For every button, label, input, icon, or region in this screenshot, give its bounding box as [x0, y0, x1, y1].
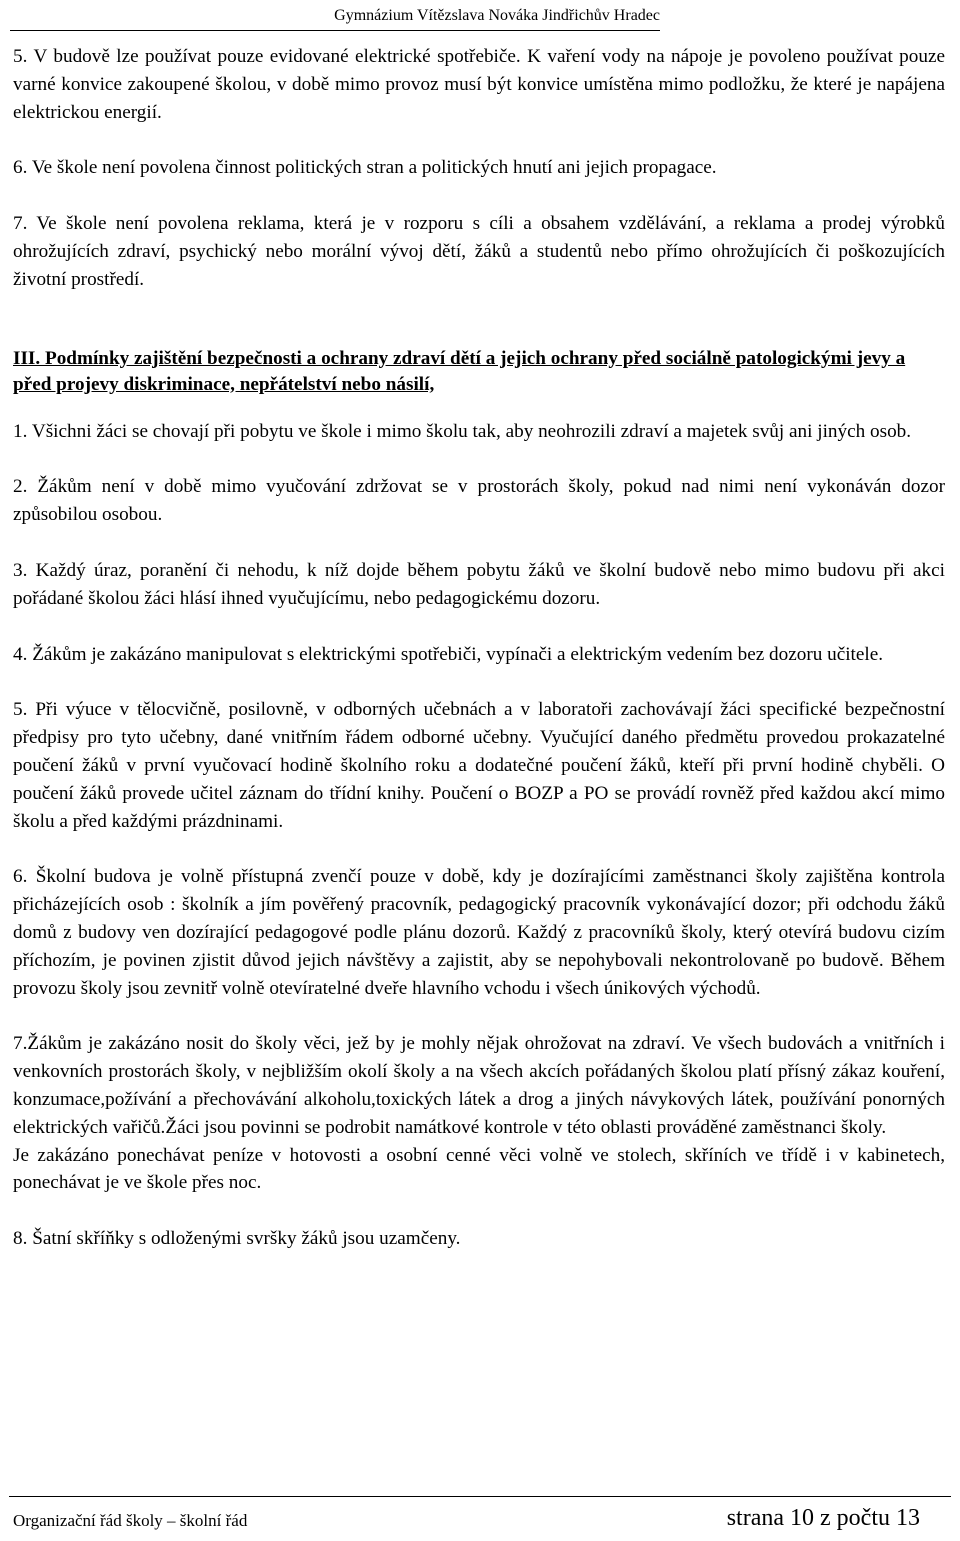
section-iii-item-3: 3. Každý úraz, poranění či nehodu, k níž dojde během pobytu žáků ve školní budově nebo mimo budovu při akci pořádané školou žáci hlásí ihned vyučujícímu, nebo pedagogickému dozoru. [13, 559, 945, 609]
section-iii-item-2: 2. Žákům není v době mimo vyučování zdržovat se v prostorách školy, pokud nad nimi není vykonáván dozor způsobilou osobou. [13, 476, 945, 526]
document-body [13, 43, 945, 1281]
paragraph-6: 6. Ve škole není povolena činnost politických stran a politických hnutí ani jejich propagace. [13, 157, 717, 179]
section-iii-item-1: 1. Všichni žáci se chovají při pobytu ve škole i mimo školu tak, aby neohrozili zdraví a majetek svůj ani jiných osob. [13, 420, 912, 442]
section-iii-item-5: 5. Při výuce v tělocvičně, posilovně, v odborných učebnách a v laboratoři zachovávají žáci specifické bezpečnostní předpisy pro tyto učebny, dané vnitřním řádem odborné učebny. Vyučující daného předmětu provedou prokazatelné poučení žáků v první vyučovací hodině školního roku a dodatečné poučení žáků, kteří při první hodině chyběli. O poučení žáků provede učitel záznam do třídní knihy. Poučení o BOZP a PO se provádí rovněž před každou akcí mimo školu a před každými prázdninami. [13, 699, 945, 832]
footer-document-title: Organizační řád školy – školní řád [13, 1511, 248, 1530]
paragraph-5: 5. V budově lze používat pouze evidované elektrické spotřebiče. K vaření vody na nápoje je povoleno používat pouze varné konvice zakoupené školou, v době mimo provoz musí být konvice umístěna mimo podložku, že které je napájena elektrickou energií. [13, 46, 945, 123]
footer-divider [9, 1496, 951, 1497]
section-iii-title: III. Podmínky zajištění bezpečnosti a ochrany zdraví dětí a jejich ochrany před sociálně patologickými jevy a před projevy diskriminace, nepřátelství nebo násilí, [13, 347, 906, 395]
header-school-name: Gymnázium Vítězslava Nováka Jindřichův Hradec [334, 7, 660, 24]
section-iii-item-7-continued: Je zakázáno ponechávat peníze v hotovosti a osobní cenné věci volně ve stolech, skříních ve třídě i v kabinetech, ponechávat je ve škole přes noc. [13, 1144, 945, 1194]
section-iii-item-6: 6. Školní budova je volně přístupná zvenčí pouze v době, kdy je dozírajícími zaměstnanci školy zajištěna kontrola přicházejících osob : školník a jím pověřený pracovník, pedagogický pracovník vykonávající dozor; při odchodu žáků domů z budovy ven dozírající pedagogové podle plánu dozorů. Každý z pracovníků školy, který otevírá budovu cizím příchozím, je povinen zjistit důvod jejich návštěvy a zajistit, aby se nepohybovali nekontrolovaně po budově. Během provozu školy jsou zevnitř volně otevíratelné dveře hlavního vchodu i všech únikových východů. [13, 866, 945, 999]
section-iii-item-8: 8. Šatní skříňky s odloženými svršky žáků jsou uzamčeny. [13, 1228, 461, 1250]
section-iii-item-7: 7.Žákům je zakázáno nosit do školy věci, jež by je mohly nějak ohrožovat na zdraví. Ve všech budovách a vnitřních i venkovních prostorách školy, v nejbližším okolí školy a na všech akcích pořádaných školou platí přísný zákaz kouření, konzumace,požívání a přechovávání alkoholu,toxických látek a drog a jiných návykových látek, používání ponorných elektrických vařičů.Žáci jsou povinni se podrobit namátkové kontrole v této oblasti prováděné zaměstnanci školy. [13, 1033, 945, 1138]
paragraph-7: 7. Ve škole není povolena reklama, která je v rozporu s cíli a obsahem vzdělávání, a reklama a prodej výrobků ohrožujících zdraví, psychický nebo morální vývoj dětí, žáků a studentů nebo přímo ohrožujících či poškozujících životní prostředí. [13, 213, 945, 290]
footer-page-number: strana 10 z počtu 13 [726, 1505, 920, 1531]
section-iii-item-4: 4. Žákům je zakázáno manipulovat s elektrickými spotřebiči, vypínači a elektrickým vedením bez dozoru učitele. [13, 643, 884, 665]
